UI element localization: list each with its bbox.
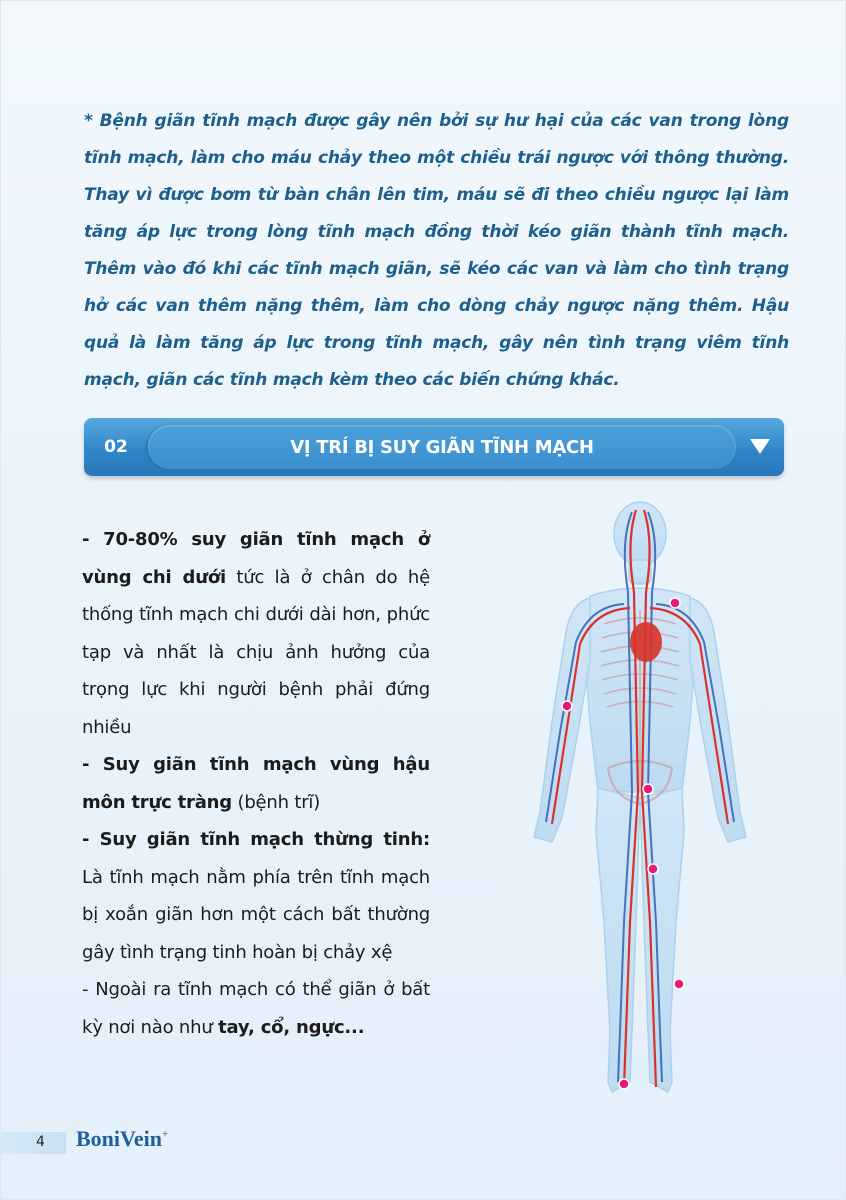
lower-limb-text: tức là ở chân do hệ thống tĩnh mạch chi dưới dài hơn, phức tạp và nhất là chịu ảnh hưởng của trọng lực khi người bệnh phải đứng nhiều	[82, 566, 430, 738]
section-number: 02	[104, 437, 128, 457]
section-header	[84, 418, 784, 476]
body-text	[82, 521, 430, 1046]
page-number: 4	[36, 1134, 45, 1150]
footer-bar	[0, 1132, 66, 1154]
lower-limb-heading: - 70-80% suy giãn tĩnh mạch ở vùng chi dưới	[82, 529, 430, 588]
circulatory-system-illustration	[520, 492, 760, 1122]
brand-mark: +	[162, 1128, 169, 1141]
hemorrhoid-heading: - Suy giãn tĩnh mạch vùng hậu môn trực tràng	[82, 754, 430, 813]
brand-name: BoniVein	[76, 1126, 163, 1151]
body-silhouette	[534, 502, 746, 1092]
paragraph-varicocele	[82, 821, 430, 971]
other-locations-text: - Ngoài ra tĩnh mạch có thể giãn ở bất kỳ nơi nào như	[82, 979, 430, 1038]
paragraph-lower-limb	[82, 521, 430, 746]
section-title: VỊ TRÍ BỊ SUY GIÃN TĨNH MẠCH	[148, 425, 736, 469]
varicocele-heading: - Suy giãn tĩnh mạch thừng tinh:	[82, 829, 430, 850]
paragraph-hemorrhoid	[82, 746, 430, 821]
hemorrhoid-text: (bệnh trĩ)	[231, 791, 321, 813]
varicocele-text: Là tĩnh mạch nằm phía trên tĩnh mạch bị xoắn giãn hơn một cách bất thường gây tình trạng tinh hoàn bị chảy xệ	[82, 866, 430, 963]
paragraph-other-locations	[82, 971, 430, 1046]
other-locations-bold: tay, cổ, ngực...	[218, 1016, 365, 1038]
heart	[630, 622, 662, 662]
intro-paragraph: * Bệnh giãn tĩnh mạch được gây nên bởi sự hư hại của các van trong lòng tĩnh mạch, làm cho máu chảy theo một chiều trái ngược với thông thường. Thay vì được bơm từ bàn chân lên tim, máu sẽ đi theo chiều ngược lại làm tăng áp lực trong lòng tĩnh mạch đồng thời kéo giãn thành tĩnh mạch. Thêm vào đó khi các tĩnh mạch giãn, sẽ kéo các van và làm cho tình trạng hở các van thêm nặng thêm, làm cho dòng chảy ngược nặng thêm. Hậu quả là làm tăng áp lực trong tĩnh mạch, gây nên tình trạng viêm tĩnh mạch, giãn các tĩnh mạch kèm theo các biến chứng khác.	[84, 111, 789, 390]
triangle-down-icon[interactable]	[750, 439, 770, 454]
brand-logo	[76, 1126, 168, 1152]
